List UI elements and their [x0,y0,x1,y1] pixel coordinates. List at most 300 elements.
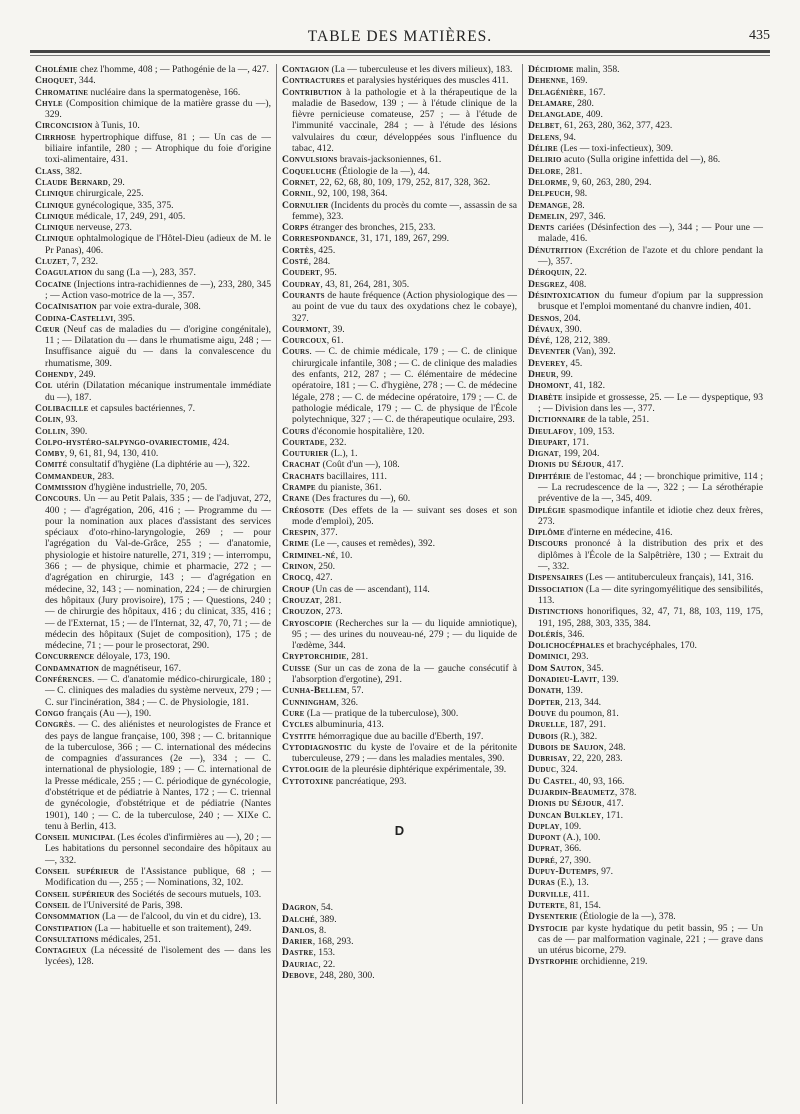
entry-references: (Les écoles d'infirmières au —), 20 ; — Les habitations du personnel secondaire des hôpitaux au —, 332. [45,832,271,866]
index-entry [528,708,763,719]
entry-references: , 248. [603,741,626,753]
entry-references: , 389. [315,913,337,925]
entry-headword: Déroquin [528,267,570,279]
entry-headword: Constipation [35,922,93,934]
entry-headword: Décidiome [528,64,574,75]
entry-references: , 169. [565,75,588,87]
index-entry [282,324,517,335]
entry-references: , 424. [207,436,230,448]
index-entry [282,527,517,538]
entry-headword: Crinon [282,561,314,573]
entry-references: médicales, 251. [98,933,161,945]
entry-references: par voie extra-durale, 308. [96,301,201,313]
index-entry [35,945,271,968]
index-entry [282,947,517,958]
entry-headword: Crocq [282,572,311,584]
entry-references: (Excrétion de l'azote et du chlore pendant la —), 357. [538,244,763,268]
entry-headword: Dolérís [528,628,563,640]
index-entry [528,663,763,674]
entry-headword: Cytodiagnostic [282,741,352,753]
entry-headword: Corps [282,222,309,234]
entry-references: (La — dite syringomyélitique des sensibilités, 113. [538,583,763,606]
entry-references: de la pleurésie diphtérique expérimentale, 39. [328,764,507,776]
entry-references: , 273. [321,606,343,618]
entry-headword: Delbet [528,120,560,132]
entry-references: (Coût d'un —), 108. [320,459,400,471]
entry-headword: Cryptorchidie [282,651,347,663]
index-entry [528,448,763,459]
index-entry [35,674,271,708]
entry-headword: Dubois de Saujon [528,741,604,753]
index-entry [35,188,271,199]
entry-headword: Dystocie [528,922,568,934]
index-entry [282,925,517,936]
entry-headword: Delamare [528,97,573,109]
entry-headword: Duras [528,877,555,889]
index-entry [282,493,517,504]
index-entry [35,482,271,493]
index-entry [35,471,271,482]
entry-headword: Dieupart [528,436,568,448]
entry-headword: Danlos [282,924,315,936]
entry-headword: Diphtérie [528,470,571,482]
entry-references: , 22, 62, 68, 80, 109, 179, 252, 817, 328, 362. [315,176,491,188]
entry-references: , 232. [324,436,347,448]
index-entry [528,776,763,787]
entry-references: , 409. [581,109,603,121]
index-entry [528,651,763,662]
entry-headword: Debove [282,970,315,982]
entry-headword: Comité [35,459,68,471]
entry-headword: Costé [282,256,309,268]
entry-references: (Composition chimique de la matière grasse du —), 329. [45,97,271,121]
entry-headword: Coqueluche [282,165,337,177]
entry-headword: Cunha-Bellem [282,685,347,697]
entry-headword: Concurrence [35,651,95,663]
entry-headword: Crampe [282,481,316,493]
entry-headword: Conseil [35,899,70,911]
index-entry [528,855,763,866]
entry-references: (La — de l'alcool, du vin et du cidre), 13. [99,911,262,923]
entry-references: déloyale, 173, 190. [94,651,170,663]
entry-references: par kyste hydatique du petit bassin, 95 ; — Un cas de — par malformation vaginale, 221 ; — grave dans un utérus bicorne, 279. [538,922,763,957]
entry-headword: Crime [282,538,309,550]
index-entry [282,651,517,662]
entry-headword: Cocaïne [35,278,72,290]
index-entry [35,324,271,369]
entry-headword: Cœur [35,323,60,335]
entry-references: de magnétiseur, 167. [99,662,181,674]
entry-references: malin, 358. [573,64,620,75]
entry-headword: Cure [282,707,305,719]
entry-headword: Duncan Bulkley [528,809,602,821]
entry-references: (Sur un cas de zona de la — gauche consécutif à l'absorption d'ergotine), 291. [292,662,517,686]
entry-references: (Des fractures du —), 60. [309,493,411,505]
index-entry [528,572,763,583]
index-entry [282,505,517,528]
index-entry [35,233,271,256]
index-entry [528,527,763,538]
entry-headword: Dalché [282,913,316,925]
entry-headword: Courtade [282,436,325,448]
entry-headword: Clinique [35,210,74,222]
entry-references: (Des effets de la — suivant ses doses et son mode d'emploi), 205. [292,504,517,527]
entry-headword: Delanglade [528,109,582,121]
index-entry [528,324,763,335]
entry-headword: Cirrhose [35,131,76,143]
entry-headword: Codina-Castellvi [35,312,114,324]
entry-headword: Delore [528,165,561,177]
index-entry [528,414,763,425]
entry-headword: Clinique [35,222,74,234]
entry-references: , 9, 60, 263, 280, 294. [567,176,652,188]
entry-headword: Donath [528,685,562,697]
entry-references: , 45. [565,357,583,369]
entry-references: (A.), 100. [560,832,601,844]
entry-headword: Cystite [282,730,317,742]
entry-headword: Cornet [282,176,316,188]
index-entry [282,561,517,572]
index-entry [282,618,517,652]
entry-headword: Consommation [35,911,100,923]
index-columns [30,64,770,1104]
entry-references: , 94. [559,131,576,143]
entry-headword: Créosote [282,504,325,516]
index-entry [282,426,517,437]
entry-headword: Dévaux [528,323,561,335]
index-entry [282,550,517,561]
entry-headword: Clinique [35,199,74,211]
index-entry [282,256,517,267]
index-entry [35,211,271,222]
entry-references: , 22. [569,267,587,279]
index-entry [282,459,517,470]
entry-references: ophtalmologique de l'Hôtel-Dieu (adieux de M. le Pr Panas), 406. [45,233,271,256]
index-entry [35,75,271,86]
entry-references: , 293. [566,651,589,663]
entry-headword: Dubois [528,730,558,742]
index-entry [528,459,763,470]
entry-headword: Col [35,380,53,392]
entry-references: pancréatique, 293. [333,775,407,787]
index-entry [528,87,763,98]
entry-references: , 377. [316,527,338,539]
entry-headword: Diplégie [528,504,566,516]
entry-references: , 57. [346,685,364,697]
entry-headword: Discours [528,538,568,550]
index-entry [282,595,517,606]
entry-references: , 390. [560,323,582,335]
entry-headword: Cuisse [282,662,311,674]
index-entry [282,936,517,947]
entry-headword: Contractures [282,75,346,87]
entry-headword: Duplay [528,820,560,832]
index-entry [35,923,271,934]
entry-references: albuminuria, 413. [313,719,384,731]
index-entry [35,866,271,889]
entry-references: utérin (Dilatation mécanique instrumentale immédiate du —), 187. [45,380,271,403]
index-entry [528,787,763,798]
entry-references: , 92, 100, 198, 364. [313,188,388,200]
entry-references: du poumon, 81. [556,707,619,719]
entry-headword: Cornulier [282,199,329,211]
index-entry [528,753,763,764]
entry-headword: Dupont [528,832,561,844]
entry-headword: Courcoux [282,335,327,347]
entry-headword: Darier [282,936,313,948]
entry-headword: Dopter [528,696,561,708]
entry-headword: Condamnation [35,662,100,674]
entry-references: , 109. [559,820,582,832]
index-entry [282,437,517,448]
entry-references: hémorragique due au bacille d'Eberth, 197. [316,730,484,742]
index-entry [282,606,517,617]
entry-headword: Demelin [528,210,565,222]
index-column-3 [522,64,768,1104]
index-entry [35,301,271,312]
index-entry [282,914,517,925]
entry-references: orchidienne, 219. [578,956,648,968]
entry-references: . — C. de chimie médicale, 179 ; — C. de clinique chirurgicale infantile, 308 ; — C. de clinique des maladies des enfants, 212, 287 ; — C. élémentaire de médecine opératoire, 181 ; — C. d'hygiène, 278 ; — C. de médecine légale, 278 ; — C. de médecine opératoire, 179 ; — C. de pathologie médicale, 179 ; — C. de physique de l'École polytechnique, 327 ; — C. de thérapeutique oculaire, 293. [292,346,517,426]
index-entry [528,764,763,775]
entry-headword: Couturier [282,448,329,460]
entry-references: , 40, 93, 166. [574,775,625,787]
entry-references: , 204. [559,312,581,324]
entry-references: , 81, 154. [564,899,601,911]
entry-headword: Colin [35,414,61,426]
entry-headword: Convulsions [282,154,338,166]
index-entry [282,471,517,482]
entry-references: cariées (Désinfection des —), 344 ; — Pour une — malade, 416. [538,222,763,245]
entry-references: . Un — au Petit Palais, 335 ; — de l'adjuvat, 272, 400 ; — d'agrégation, 206, 416 ; — Programme du — pour la nomination aux places d'assistant des services spéciaux d'oto-rhino-laryngologie, 269 ; — pour l'agrégation du Val-de-Grâce, 255 ; — d'anatomie, physiologie et histoire naturelle, 271, 319 ; — interrompu, 366 ; — de physique, chimie et pharmacie, 272 ; — d'agrégation en chirurgie, 143 ; — d'agrégation en médecine, 32, 143 ; — nomination, 224 ; — de chirurgien des hôpitaux (Jury provisoire), 175 ; — Questions, 240 ; — de chirurgie des hôpitaux, 416 ; du clinicat, 335, 416 ; — de l'Externat, 15 ; — de l'Internat, 32, 47, 70, 71 ; — de médecin des hôpitaux (Sujet de composition), 175 ; de médecine, 71 ; — pour le prosectorat, 290. [45,493,271,652]
index-entry [35,832,271,866]
entry-headword: Criminel-né [282,549,336,561]
entry-references: (Un cas de — ascendant), 114. [309,583,430,595]
entry-headword: Du Castel [528,775,575,787]
entry-references: (La — pratique de la tuberculose), 300. [304,707,459,719]
entry-headword: Cohendy [35,369,75,381]
entry-headword: Dévé [528,335,551,347]
index-entry [528,584,763,607]
index-entry [528,437,763,448]
entry-references: , 153. [313,947,336,959]
entry-references: (Le —, causes et remèdes), 392. [308,538,435,550]
entry-headword: Deverey [528,357,566,369]
entry-headword: Conférences [35,674,92,686]
entry-references: , 98. [570,188,588,200]
entry-headword: Druelle [528,719,566,731]
index-entry [528,810,763,821]
entry-references: , 213, 344. [560,696,602,708]
entry-headword: Cycles [282,719,314,731]
index-entry [282,685,517,696]
entry-references: consultatif d'hygiène (La diphtérie au —), 322. [67,459,250,471]
entry-references: spasmodique infantile et idiotie chez deux frères, 273. [538,504,763,527]
index-entry [528,697,763,708]
entry-headword: Dissociation [528,583,584,595]
index-entry [282,663,517,686]
index-entry [528,505,763,528]
index-entry [528,358,763,369]
entry-references: , 171. [567,436,589,448]
entry-headword: Cornil [282,188,314,200]
entry-references: , 95. [320,267,337,279]
index-entry [282,970,517,981]
entry-references: bacillaires, 111. [324,470,387,482]
index-entry [528,843,763,854]
header-rule [30,50,770,53]
index-entry [528,98,763,109]
entry-headword: Dastre [282,947,314,959]
index-entry [528,200,763,211]
entry-references: des Sociétés de secours mutuels, 103. [114,888,262,900]
entry-references: d'économie hospitalière, 120. [309,425,425,437]
index-entry [35,911,271,922]
entry-references: hypertrophique diffuse, 81 ; — Un cas de — biliaire infantile, 280 ; — Atrophique du foie d'origine toxi-alimentaire, 431. [45,131,271,166]
entry-headword: Duterte [528,899,565,911]
entry-references: (Étiologie de la —), 44. [336,165,430,177]
entry-references: , 22. [318,958,336,970]
index-entry [282,764,517,775]
entry-references: , 187, 291. [565,719,606,731]
entry-references: , 109, 153. [573,425,615,437]
entry-headword: Cunningham [282,696,337,708]
index-entry [35,279,271,302]
index-entry [35,64,271,75]
entry-headword: Dictionnaire [528,414,586,426]
entry-references: , 93. [60,414,78,426]
entry-headword: Cholémie [35,64,78,75]
entry-references: français (Au —), 190. [64,707,152,719]
index-entry [528,685,763,696]
index-entry [528,154,763,165]
entry-references: , 61. [326,335,344,347]
entry-headword: Concours [35,493,79,505]
index-entry [528,313,763,324]
entry-headword: Durville [528,888,569,900]
entry-references: , 283. [92,470,115,482]
entry-headword: Dispensaires [528,572,584,584]
index-entry [528,211,763,222]
index-entry [35,313,271,324]
entry-headword: Crane [282,493,310,505]
entry-references: , 417. [601,798,624,810]
entry-references: , 97. [596,866,614,878]
index-entry [35,651,271,662]
entry-references: chez l'homme, 408 ; — Pathogénie de la —, 427. [77,64,269,75]
index-entry [35,166,271,177]
entry-references: de haute fréquence (Action physiologique des — au point de vue du taux des oxydations chez le cobaye), 327. [292,289,517,324]
section-letter: D [394,823,405,838]
index-entry [35,900,271,911]
entry-headword: Demange [528,199,568,211]
entry-headword: Crespin [282,527,317,539]
entry-headword: Clinique [35,233,74,245]
index-entry [528,798,763,809]
entry-references: , 395. [113,312,135,324]
index-entry [35,414,271,425]
entry-headword: Coudert [282,267,321,279]
entry-headword: Croup [282,583,310,595]
index-entry [35,132,271,166]
entry-headword: Distinctions [528,606,584,618]
index-entry [282,902,517,913]
entry-references: , 249. [74,369,96,381]
entry-headword: Duprat [528,843,560,855]
index-entry [35,719,271,832]
index-entry [282,719,517,730]
index-entry [528,900,763,911]
entry-references: , 41, 182. [569,380,605,392]
entry-references: , 382. [60,165,83,177]
entry-references: , 248, 280, 300. [314,970,375,982]
page-number: 435 [749,28,770,43]
index-entry [528,64,763,75]
entry-headword: Congrès [35,719,73,731]
entry-references: , 390. [65,425,88,437]
entry-headword: Congo [35,707,65,719]
entry-headword: Chyle [35,97,63,109]
entry-headword: Class [35,165,61,177]
index-entry [282,200,517,223]
index-entry [528,426,763,437]
index-entry [528,267,763,278]
entry-headword: Conseil municipal [35,832,116,844]
entry-headword: Desgrez [528,278,565,290]
entry-headword: Chromatine [35,86,89,98]
entry-headword: Donadieu-Lavit [528,674,597,686]
entry-headword: Conseil supérieur [35,866,119,878]
index-entry [35,98,271,121]
entry-references: de la table, 251. [585,414,649,426]
entry-references: , 167. [583,86,606,98]
entry-headword: Dheur [528,369,557,381]
entry-headword: Choquet [35,75,75,87]
entry-references: , 7, 232. [66,256,99,268]
entry-references: médicale, 17, 249, 291, 405. [73,210,186,222]
index-entry [282,482,517,493]
index-column-1 [30,64,276,1104]
entry-references: , 280. [572,97,594,109]
entry-references: , 324. [556,764,578,776]
index-entry [528,674,763,685]
entry-headword: Cours [282,425,310,437]
index-entry [35,369,271,380]
entry-references: , 27, 390. [554,854,591,866]
entry-references: , 417. [601,459,624,471]
entry-headword: Contagieux [35,945,87,957]
index-entry [528,245,763,268]
entry-references: et capsules bactériennes, 7. [88,402,196,414]
index-entry [528,120,763,131]
entry-headword: Dieulafoy [528,425,574,437]
entry-headword: Delpeuch [528,188,571,200]
entry-references: . — C. d'anatomie médico-chirurgicale, 180 ; — C. cliniques des maladies du système nerveux, 279 ; — C. sur l'incinération, 384 ; — C. de Physiologie, 181. [45,674,271,708]
index-entry [35,256,271,267]
index-entry [528,640,763,651]
entry-headword: Cocaïnisation [35,301,97,313]
entry-headword: Dents [528,222,555,234]
entry-headword: Delagénière [528,86,584,98]
entry-headword: Contagion [282,64,330,75]
entry-references: à la pathologie et à la thérapeutique de la maladie de Basedow, 139 ; — à l'étude clinique de la fièvre pernicieuse comateuse, 257 ; — à l'étude de l'immunité vaccinale, 284 ; — à l'étude des lésions valvulaires du cœur, développées sous l'influence du tabac, 412. [292,86,517,155]
index-entry [282,267,517,278]
index-entry [528,606,763,629]
entry-headword: Dionis du Séjour [528,459,602,471]
entry-headword: Dénutrition [528,244,583,256]
index-entry [35,459,271,470]
index-entry [282,279,517,290]
